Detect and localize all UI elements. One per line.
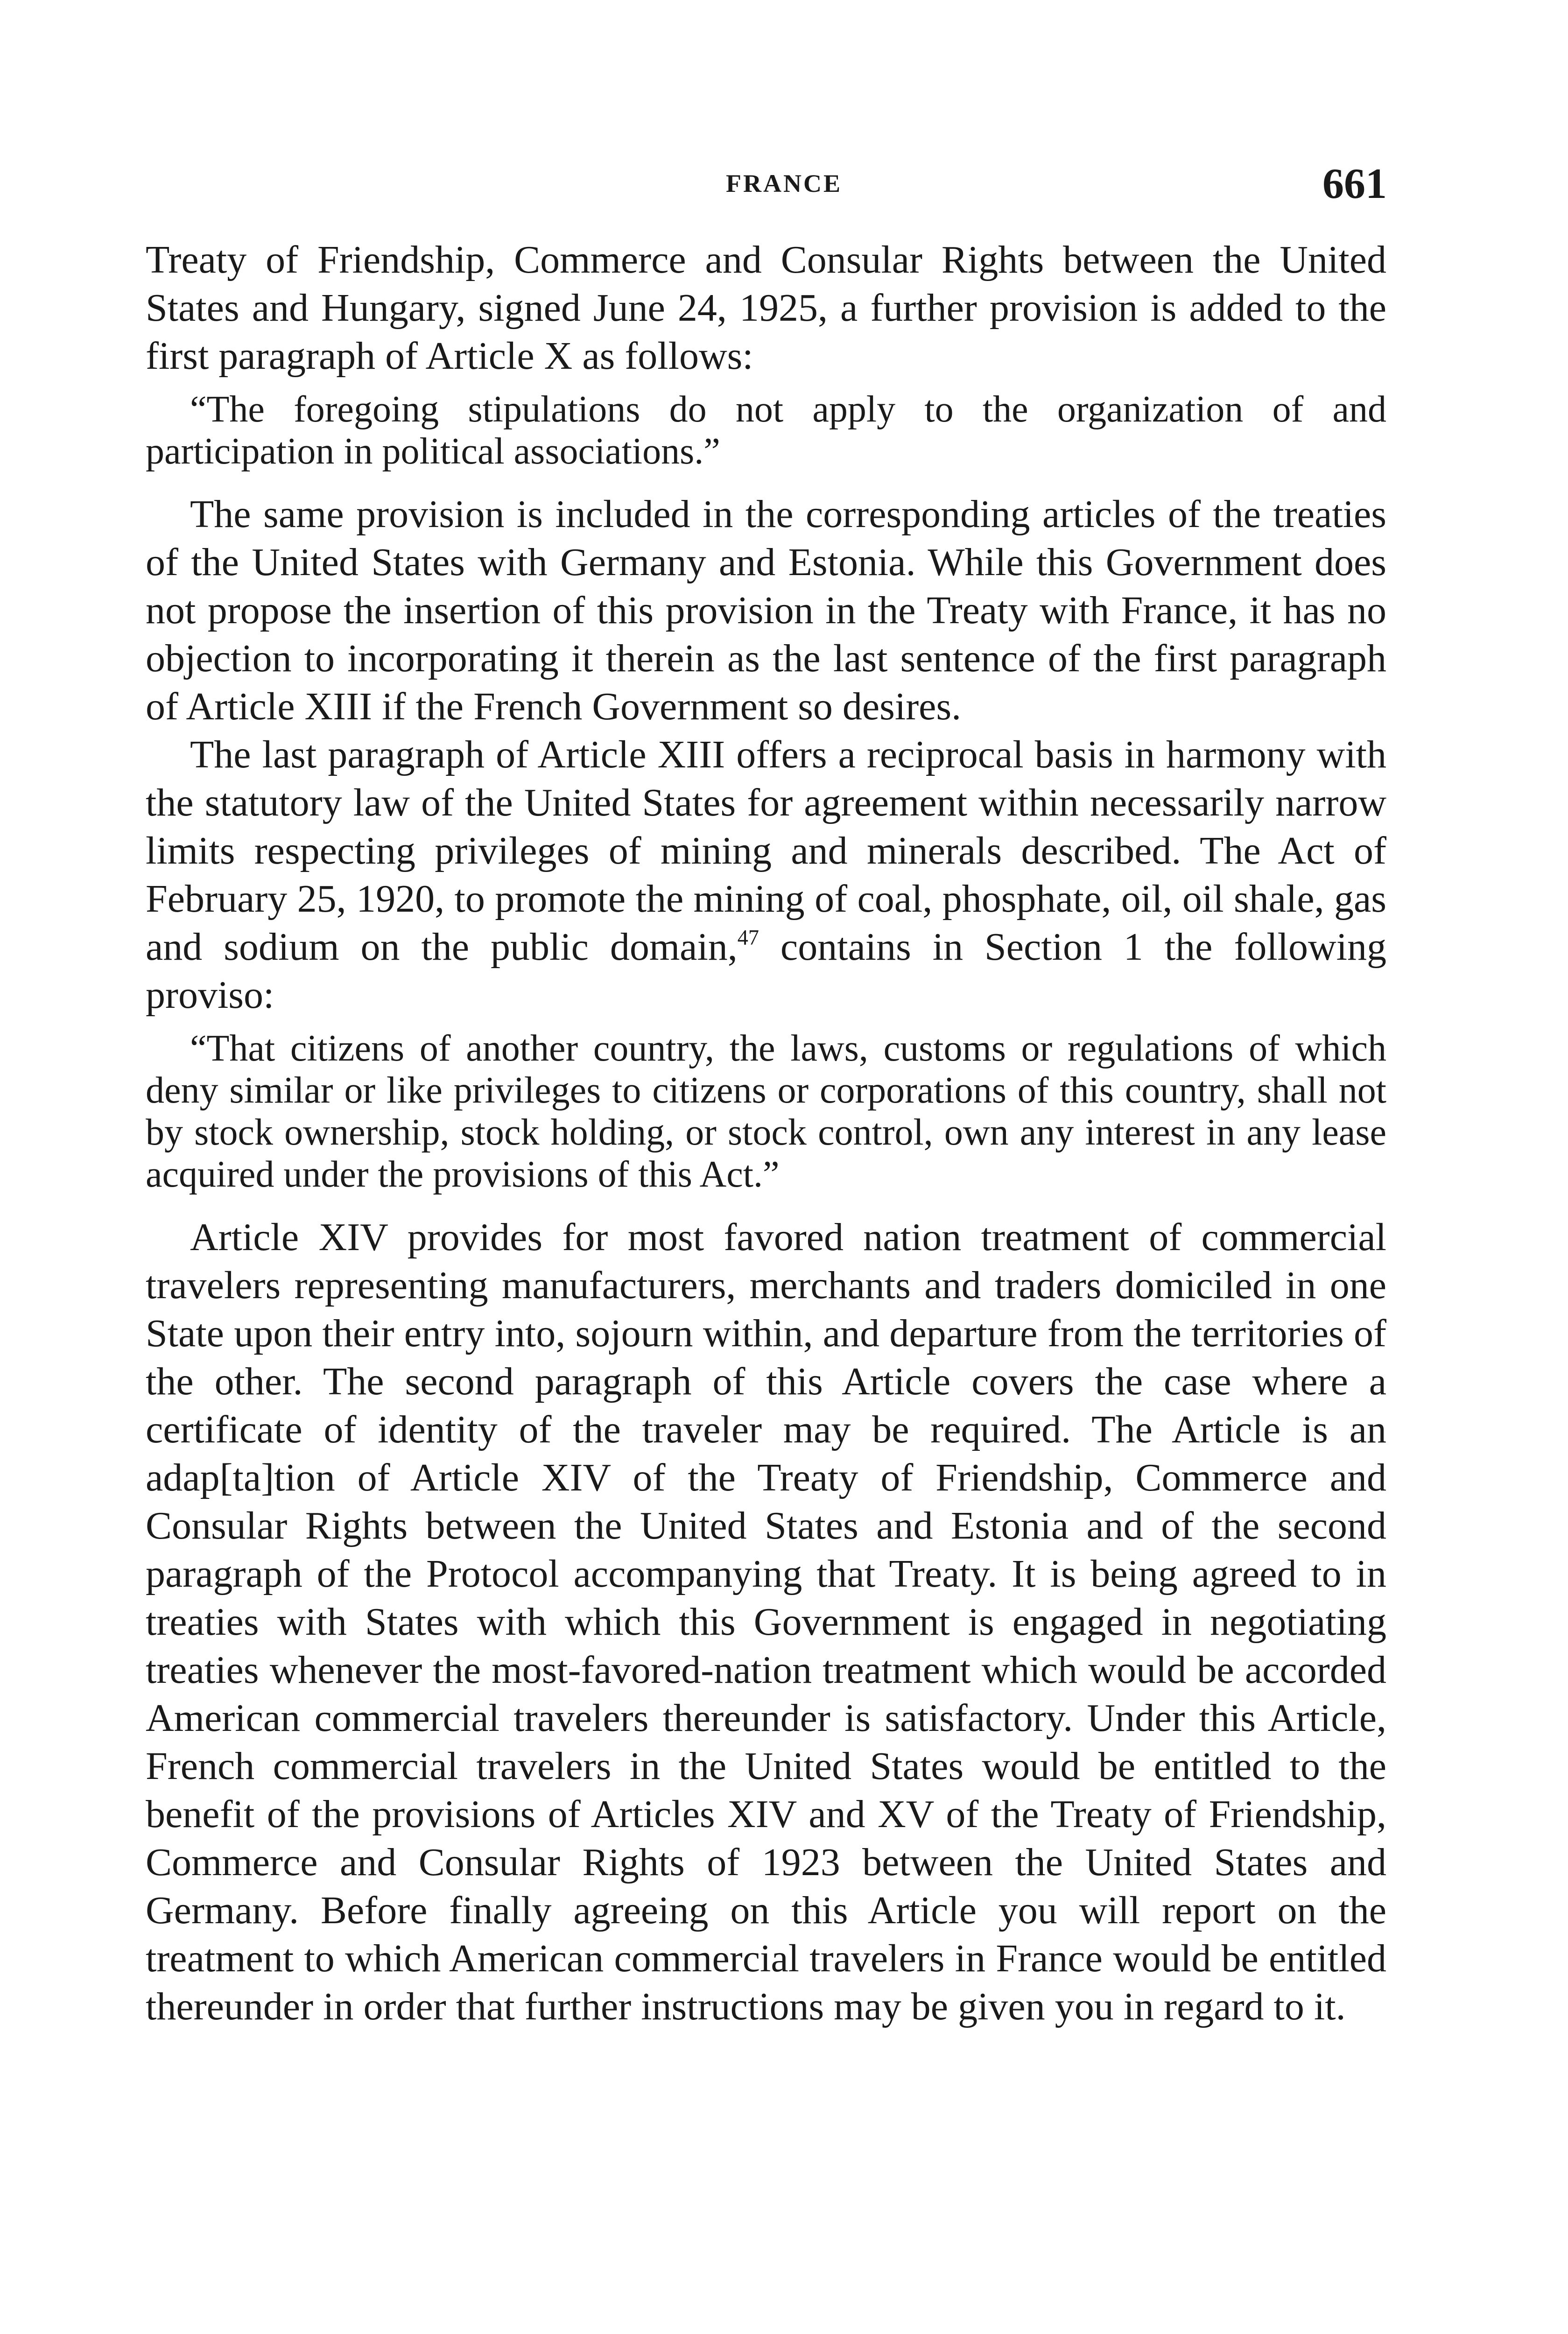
- page-number: 661: [1322, 160, 1387, 207]
- paragraph-article-xiv: Article XIV provides for most favored nation treatment of commercial travelers representing manufacturers, merchants and traders domiciled in one State upon their entry into, sojourn within, and departure from the territories of the other. The second paragraph of this Article covers the case where a certificate of identity of the traveler may be required. The Article is an adap[ta]tion of Article XIV of the Treaty of Friendship, Commerce and Consular Rights between the United States and Estonia and of the second paragraph of the Protocol accompanying that Treaty. It is being agreed to in treaties with States with which this Government is engaged in negotiating treaties whenever the most-favored-nation treatment which would be accorded American commercial travelers thereunder is satisfactory. Under this Article, French commercial travelers in the United States would be entitled to the benefit of the provisions of Articles XIV and XV of the Treaty of Friendship, Commerce and Consular Rights of 1923 between the United States and Germany. Before finally agreeing on this Article you will report on the treatment to which American commercial travelers in France would be entitled thereunder in order that further instructions may be given you in regard to it.: [146, 1216, 1386, 2028]
- page-header: [0, 159, 1568, 215]
- paragraph-article-xiii-tail: contains in Section 1 the following proviso:: [146, 925, 1387, 1017]
- running-head: FRANCE: [726, 169, 842, 197]
- paragraph-article-xiii-text: The last paragraph of Article XIII offers a reciprocal basis in harmony with the statutory law of the United States for agreement within necessarily narrow limits respecting privileges of mining and minerals described. The Act of February 25, 1920, to promote the mining of coal, phosphate, oil, oil shale, gas and sodium on the public domain,: [146, 733, 1386, 969]
- footnote-reference: 47: [737, 925, 759, 949]
- paragraph-continued: Treaty of Friendship, Commerce and Consular Rights between the United States and Hungary, signed June 24, 1925, a further provision is added to the first paragraph of Article X as follows:: [146, 238, 1386, 378]
- page-body: [146, 236, 1386, 2031]
- block-quote-political-associations: “The foregoing stipulations do not apply to the organization of and participation in political associations.”: [146, 389, 1386, 472]
- paragraph-same-provision: The same provision is included in the corresponding articles of the treaties of the United States with Germany and Estonia. While this Government does not propose the insertion of this provision in the Treaty with France, it has no objection to incorporating it therein as the last sentence of the first paragraph of Article XIII if the French Government so desires.: [146, 492, 1386, 728]
- paragraph-article-xiii: [146, 731, 1386, 1019]
- block-quote-proviso: “That citizens of another country, the laws, customs or regulations of which deny similar or like privileges to citizens or corporations of this country, shall not by stock ownership, stock holding, or stock control, own any interest in any lease acquired under the provisions of this Act.”: [146, 1028, 1386, 1195]
